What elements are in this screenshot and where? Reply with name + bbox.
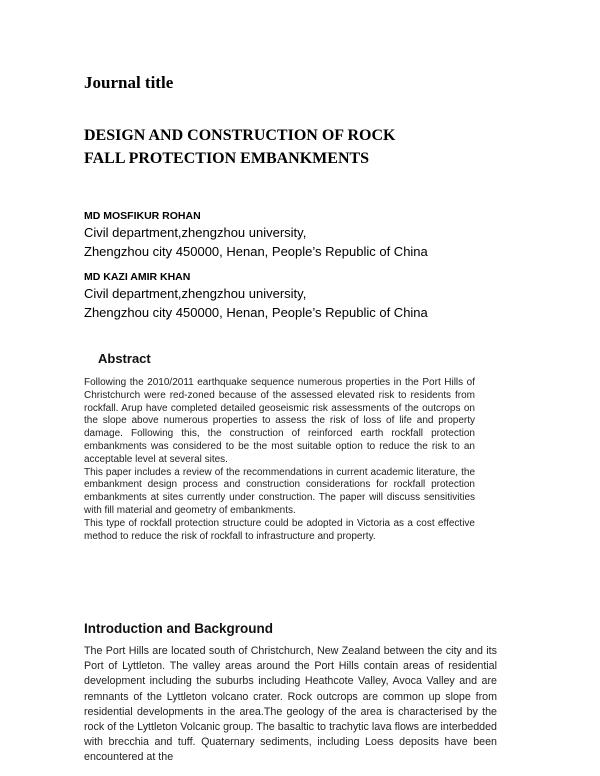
introduction-paragraph: The Port Hills are located south of Christchurch, New Zealand between the city and its Port of Lyttleton. The valley areas around the Port Hills contain areas of residential development including the suburbs including Heathcote Valley, Avoca Valley and are remnants of the Lyttleton volcano crater. Rock outcrops are common up slope from residential developments in the area.The geology of the area is characterised by the rock of the Lyttleton Volcanic group. The basaltic to trachytic lava flows are interbedded with brecchia and tuff. Quaternary sediments, including Loess deposits have been encountered at the: [84, 645, 497, 764]
author-block: [84, 209, 428, 261]
author-name: MD KAZI AMIR KHAN: [84, 271, 191, 283]
paper-title: [84, 124, 504, 170]
paper-title-line-1: DESIGN AND CONSTRUCTION OF ROCK: [84, 127, 396, 144]
paper-title-line-2: FALL PROTECTION EMBANKMENTS: [84, 150, 370, 167]
introduction-body: [84, 644, 497, 766]
author-affiliation-line-1: Civil department,zhengzhou university,: [84, 225, 307, 240]
introduction-heading: Introduction and Background: [84, 621, 273, 636]
abstract-paragraph: Following the 2010/2011 earthquake sequence numerous properties in the Port Hills of Christchurch were red-zoned because of the assessed elevated risk to residents from rockfall. Arup have completed detailed geoseismic risk assessments of the outcrops on the slope above numerous properties to assess the risk of loss of life and property damage. Following this, the construction of reinforced earth rockfall protection embankments was considered to be the most suitable option to reduce the risk to an acceptable level at several sites.: [84, 377, 475, 465]
journal-title: Journal title: [84, 73, 174, 92]
author-name: MD MOSFIKUR ROHAN: [84, 210, 201, 222]
author-affiliation-line-1: Civil department,zhengzhou university,: [84, 286, 307, 301]
abstract-heading: Abstract: [98, 351, 151, 366]
author-affiliation-line-2: Zhengzhou city 450000, Henan, People’s Republic of China: [84, 244, 428, 259]
abstract-paragraph: This paper includes a review of the recommendations in current academic literature, the embankment design process and construction considerations for rockfall protection embankments at sites currently under construction. The paper will discuss sensitivities with fill material and geometry of embankments.: [84, 466, 475, 516]
author-block: [84, 270, 428, 322]
abstract-paragraph: This type of rockfall protection structure could be adopted in Victoria as a cost effective method to reduce the risk of rockfall to infrastructure and property.: [84, 517, 475, 542]
abstract-body: [84, 377, 475, 543]
author-affiliation-line-2: Zhengzhou city 450000, Henan, People’s Republic of China: [84, 305, 428, 320]
